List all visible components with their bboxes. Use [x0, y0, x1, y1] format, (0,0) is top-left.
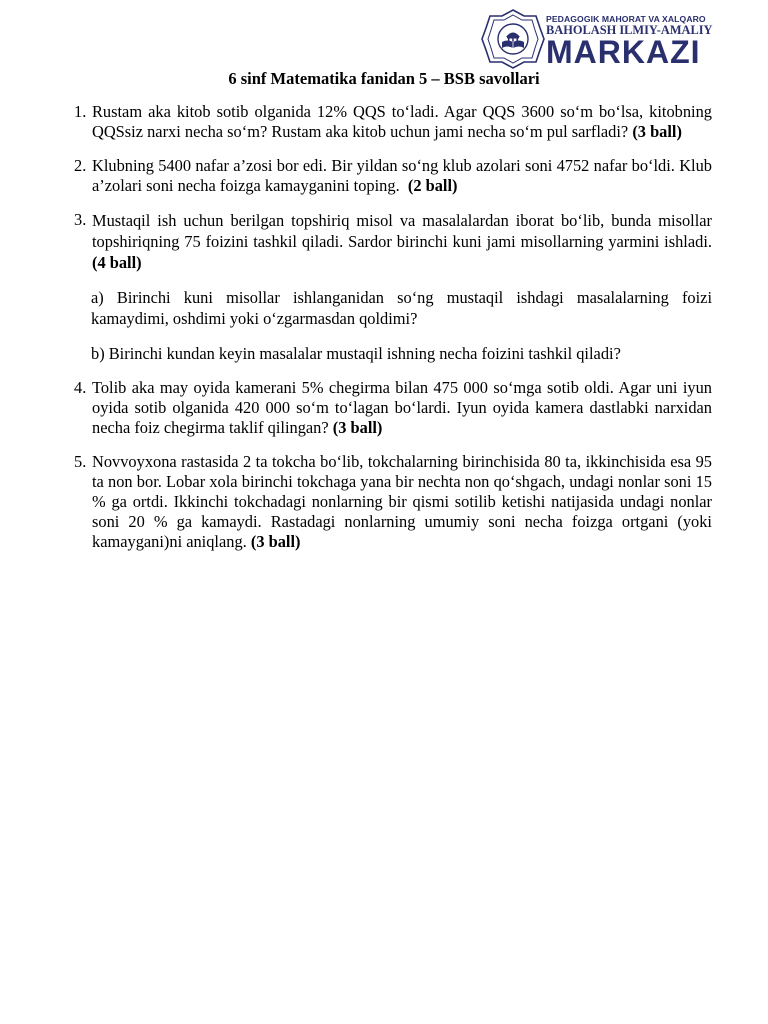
book-shield-emblem-icon: [480, 8, 546, 70]
logo-line1: PEDAGOGIK MAHORAT VA XALQARO: [546, 14, 706, 24]
question-4: [74, 378, 712, 438]
question-body: Tolib aka may oyida kamerani 5% chegirma bilan 475 000 so‘mga sotib oldi. Agar uni iyun oyida sotib olganida 420 000 so‘m to‘lagan bo‘lardi. Iyun oyida kamera dastlabki narxidan necha foiz chegirma taklif qilingan?: [92, 378, 712, 437]
question-text: [92, 452, 712, 552]
question-text: [92, 102, 712, 142]
question-points: (3 ball): [332, 418, 383, 437]
question-number: 5.: [74, 452, 87, 471]
question-5: [74, 452, 712, 552]
question-2: [74, 156, 712, 196]
question-body: Mustaqil ish uchun berilgan topshiriq misol va masalalardan iborat bo‘lib, bunda misollar topshiriqning 75 foizini tashkil qiladi. Sardor birinchi kuni jami misollarning yarmini ishladi.: [92, 211, 712, 251]
logo-line3: MARKAZI: [546, 34, 701, 70]
question-number: 2.: [74, 156, 87, 175]
question-text: [92, 210, 712, 273]
question-body: Klubning 5400 nafar a’zosi bor edi. Bir yildan so‘ng klub azolari soni 4752 nafar bo‘ldi. Klub a’zolari soni necha foizga kamayganini toping.: [92, 156, 712, 195]
question-number: 4.: [74, 378, 87, 397]
logo-text: [546, 14, 718, 70]
question-text: [92, 156, 712, 196]
question-number: 1.: [74, 102, 87, 121]
question-text: [92, 378, 712, 438]
question-3-part-a: a) Birinchi kuni misollar ishlanganidan so‘ng mustaqil ishdagi masalalarning foizi kamaydimi, oshdimi yoki o‘zgarmasdan qoldimi?: [91, 288, 712, 328]
question-number: 3.: [74, 210, 87, 229]
question-points: (3 ball): [632, 122, 682, 141]
question-3: [74, 210, 712, 273]
questions-list: [74, 102, 712, 552]
organization-logo: [480, 8, 718, 70]
question-points: (4 ball): [92, 253, 142, 272]
document-title: 6 sinf Matematika fanidan 5 – BSB savollari: [228, 69, 540, 88]
question-3-part-b: b) Birinchi kundan keyin masalalar mustaqil ishning necha foizini tashkil qiladi?: [91, 344, 621, 363]
question-points: (3 ball): [250, 532, 301, 551]
question-1: [74, 102, 712, 142]
question-body: Rustam aka kitob sotib olganida 12% QQS to‘ladi. Agar QQS 3600 so‘m bo‘lsa, kitobning QQSsiz narxi necha so‘m? Rustam aka kitob uchun jami necha so‘m pul sarfladi?: [92, 102, 712, 141]
question-points: (2 ball): [407, 176, 458, 195]
logo-line2: BAHOLASH ILMIY-AMALIY: [546, 23, 713, 37]
question-body: Novvoyxona rastasida 2 ta tokcha bo‘lib, tokchalarning birinchisida 80 ta, ikkinchisida esa 95 ta non bor. Lobar xola birinchi tokchaga yana bir nechta non qo‘shgach, undagi nonlar soni 15 % ga ortdi. Ikkinchi tokchadagi nonlarning bir qismi sotilib ketishi natijasida undagi nonlar soni 20 % ga kamaydi. Rastadagi nonlarning umumiy soni necha foizga ortgani (yoki kamaygani)ni aniqlang.: [92, 452, 712, 551]
